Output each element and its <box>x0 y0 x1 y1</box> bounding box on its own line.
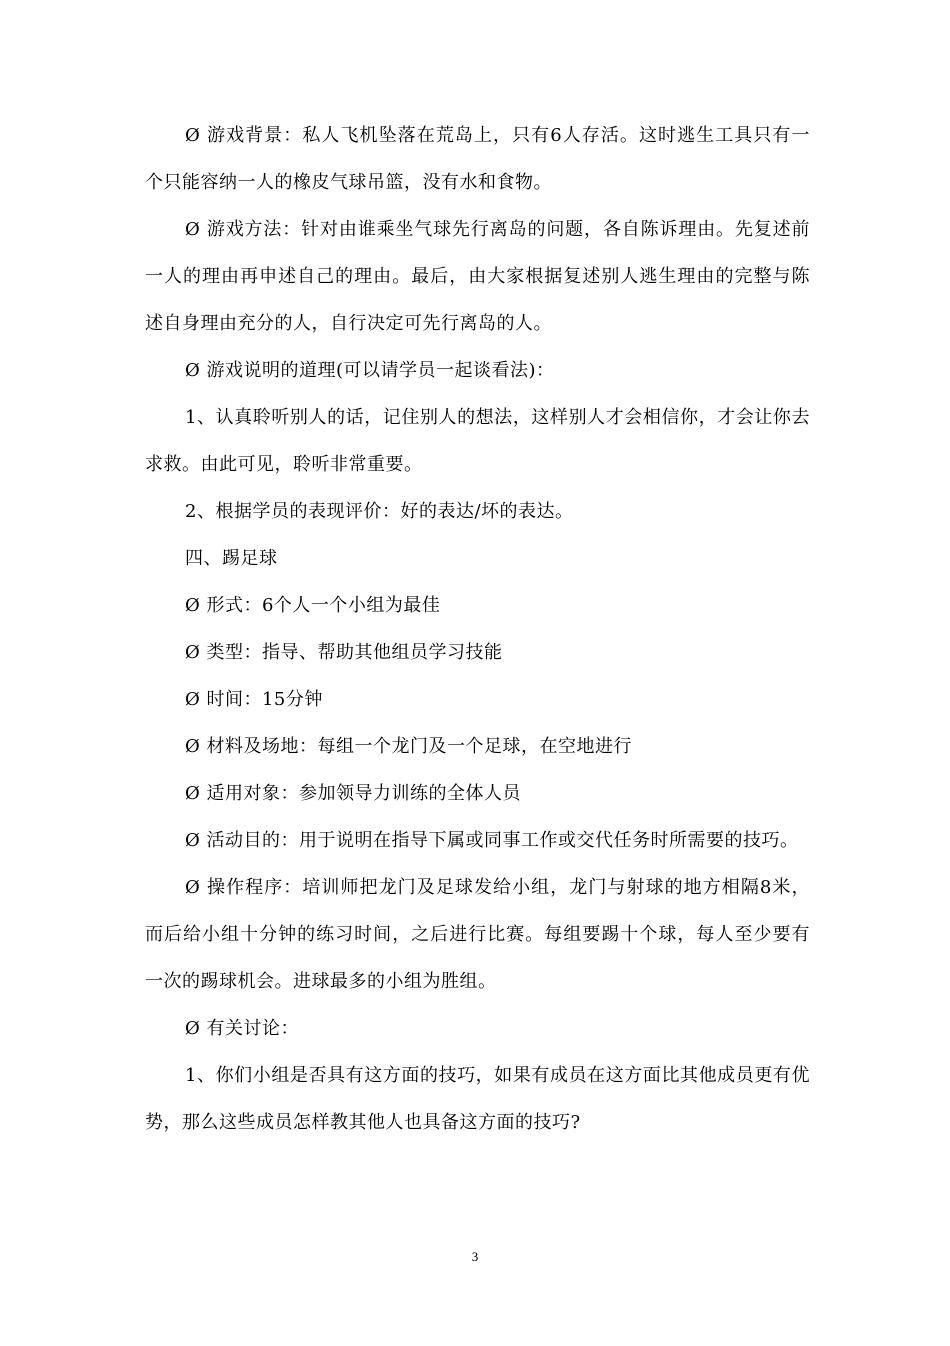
paragraph-discussion-heading: Ø 有关讨论： <box>185 1018 299 1039</box>
paragraph-materials: Ø 材料及场地：每组一个龙门及一个足球，在空地进行 <box>185 736 632 757</box>
paragraph-procedure: Ø 操作程序：培训师把龙门及足球发给小组，龙门与射球的地方相隔8米，而后给小组十分钟的练习时间，之后进行比赛。每组要踢十个球，每人至少要有一次的踢球机会。进球最多的小组为胜组。 <box>145 877 810 992</box>
paragraph-format: Ø 形式：6个人一个小组为最佳 <box>185 595 441 616</box>
paragraph-game-lesson-heading: Ø 游戏说明的道理(可以请学员一起谈看法)： <box>185 360 555 381</box>
paragraph-audience: Ø 适用对象：参加领导力训练的全体人员 <box>185 783 521 804</box>
paragraph-game-background: Ø 游戏背景：私人飞机坠落在荒岛上，只有6人存活。这时逃生工具只有一个只能容纳一人的橡皮气球吊篮，没有水和食物。 <box>145 125 810 193</box>
paragraph-lesson-2: 2、根据学员的表现评价：好的表达/坏的表达。 <box>185 501 574 522</box>
paragraph-purpose: Ø 活动目的：用于说明在指导下属或同事工作或交代任务时所需要的技巧。 <box>185 830 799 851</box>
paragraph-discussion-1: 1、你们小组是否具有这方面的技巧，如果有成员在这方面比其他成员更有优势，那么这些成员怎样教其他人也具备这方面的技巧? <box>145 1065 810 1133</box>
paragraph-game-method: Ø 游戏方法：针对由谁乘坐气球先行离岛的问题，各自陈诉理由。先复述前一人的理由再申述自己的理由。最后，由大家根据复述别人逃生理由的完整与陈述自身理由充分的人，自行决定可先行离岛的人。 <box>145 219 810 334</box>
paragraph-type: Ø 类型：指导、帮助其他组员学习技能 <box>185 642 503 663</box>
section-heading-football: 四、踢足球 <box>185 548 278 569</box>
document-body <box>145 112 810 1146</box>
page-number: 3 <box>471 1249 479 1264</box>
paragraph-lesson-1: 1、认真聆听别人的话，记住别人的想法，这样别人才会相信你，才会让你去求救。由此可见，聆听非常重要。 <box>145 407 810 475</box>
paragraph-time: Ø 时间：15分钟 <box>185 689 323 710</box>
